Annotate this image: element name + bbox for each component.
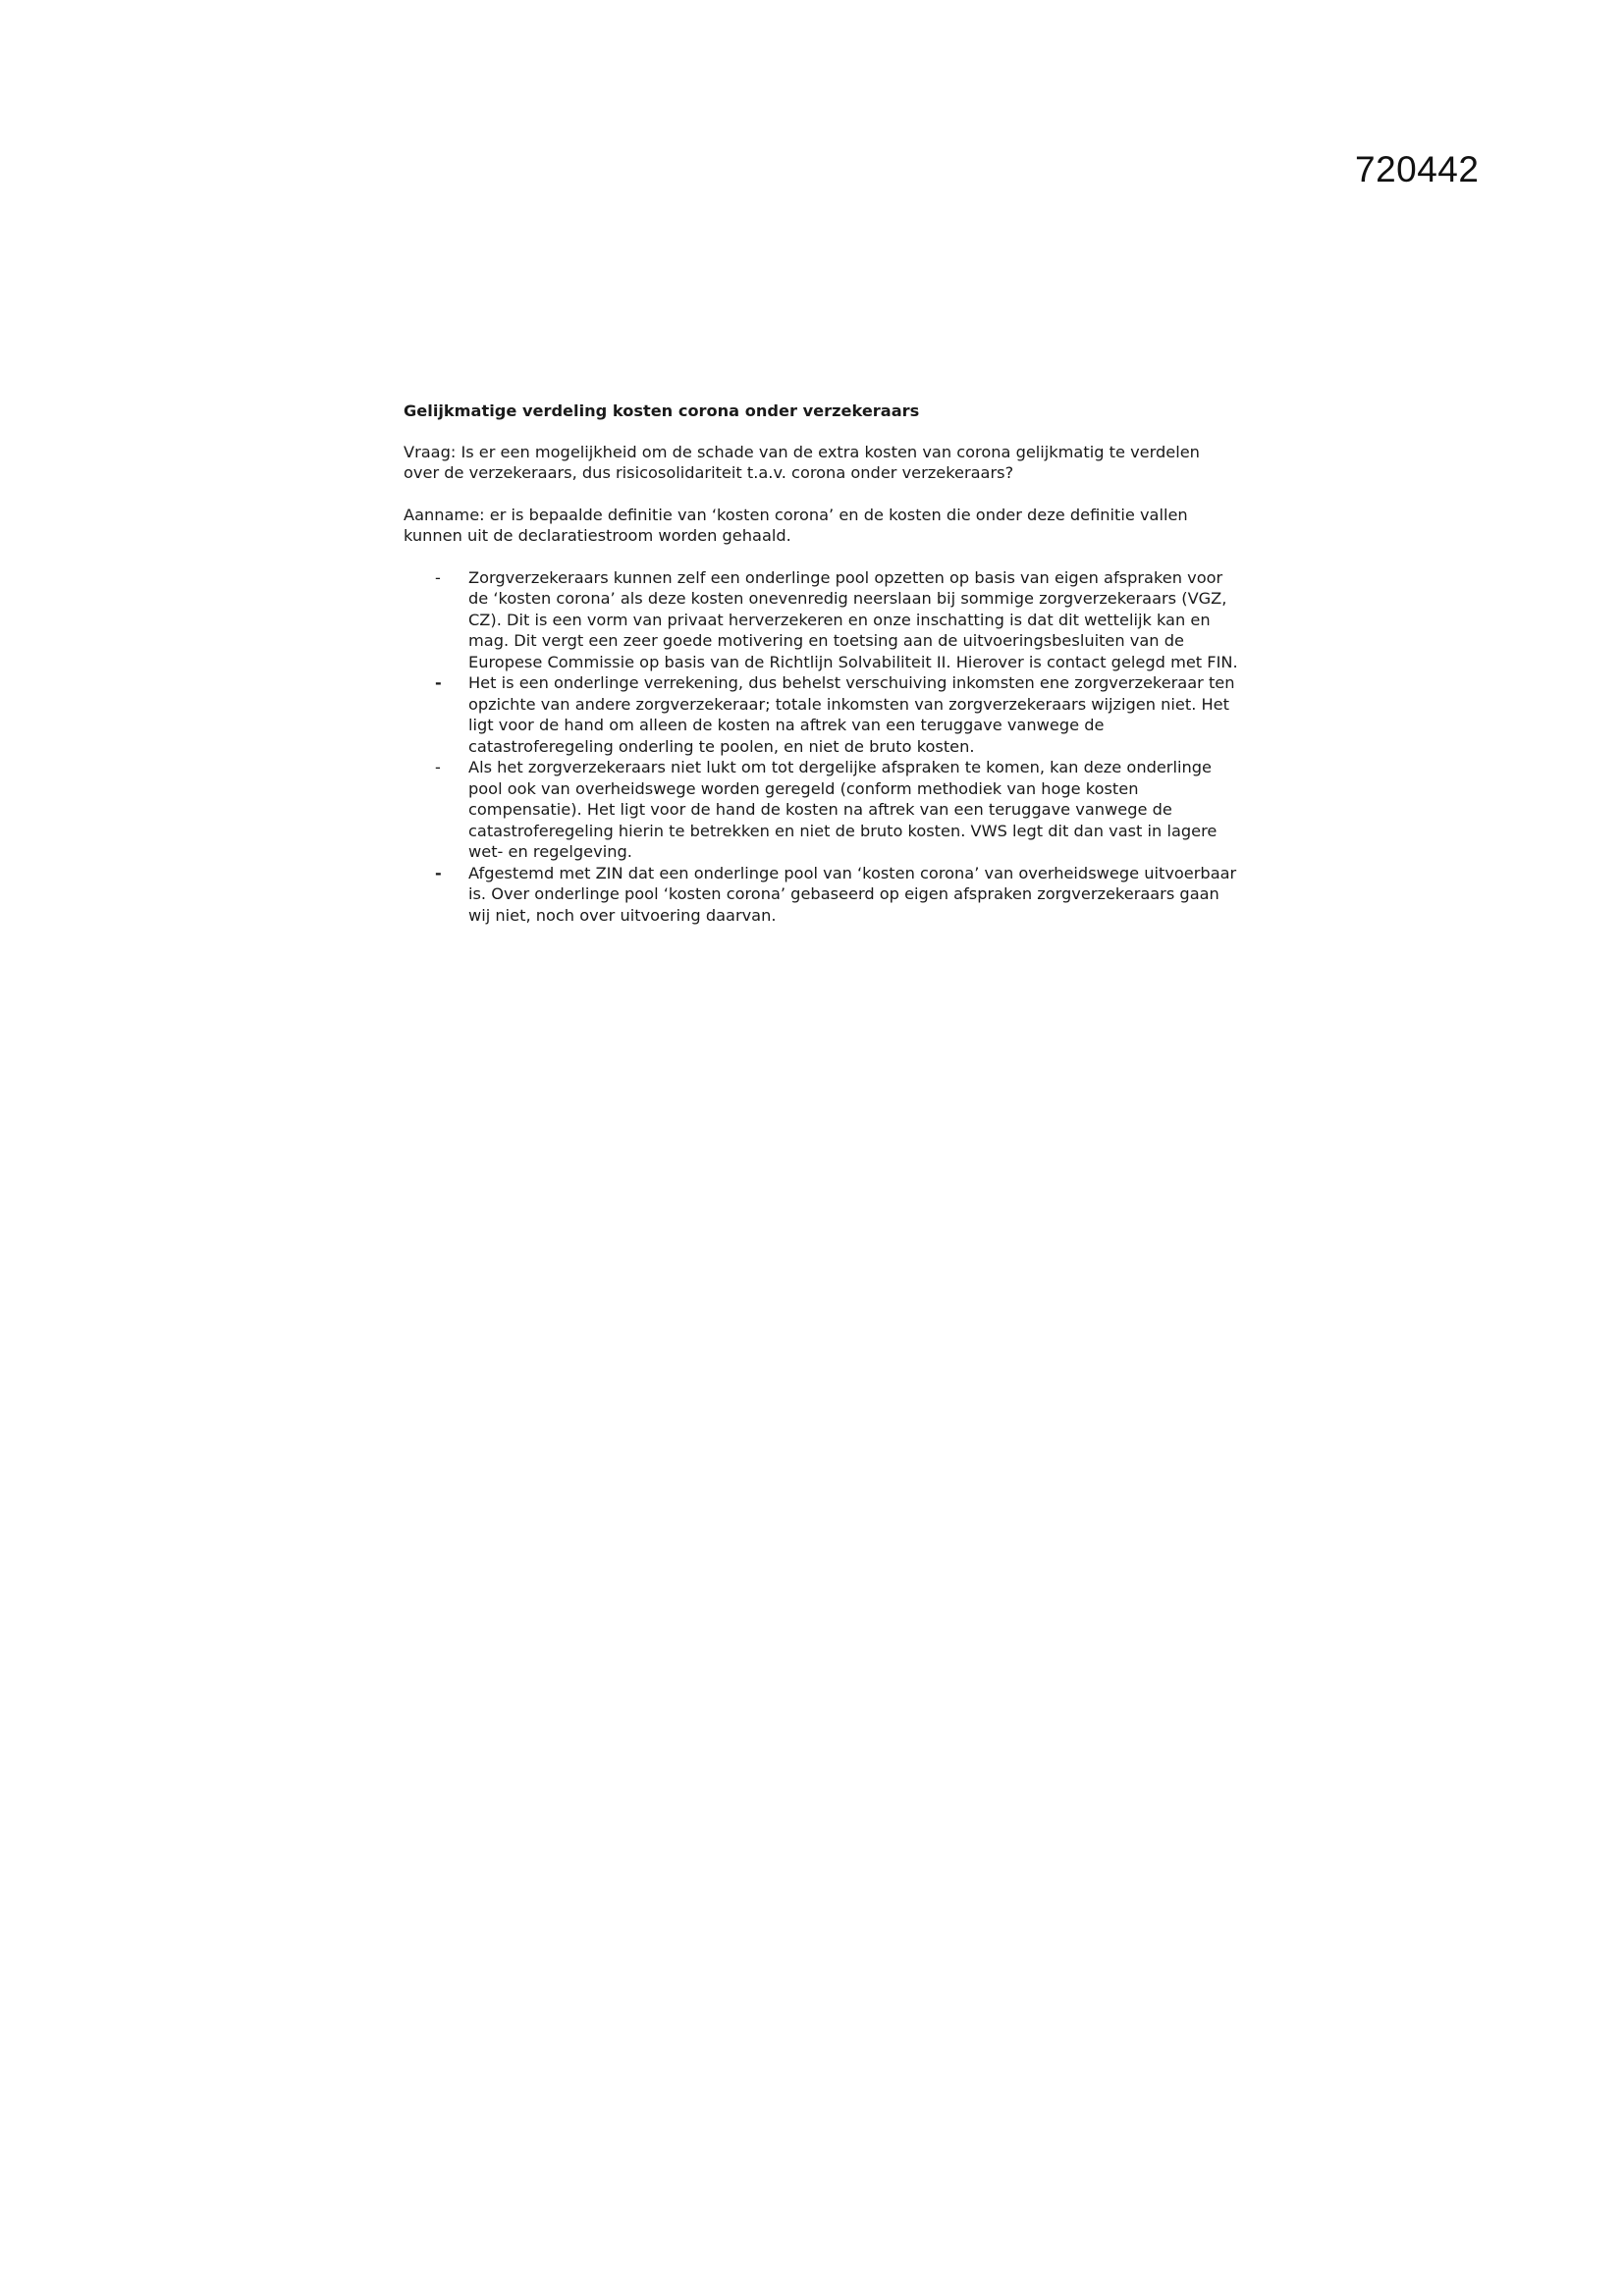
document-body [404, 400, 1238, 926]
bullet-dash: - [435, 567, 441, 587]
bullet-text: Zorgverzekeraars kunnen zelf een onderlinge pool opzetten op basis van eigen afspraken voor de ‘kosten corona’ als deze kosten onevenredig neerslaan bij sommige zorgverzekeraars (VGZ, CZ). Dit is een vorm van privaat herverzekeren en onze inschatting is dat dit wettelijk kan en mag. Dit vergt een zeer goede motivering en toetsing aan de uitvoeringsbesluiten van de Europese Commissie op basis van de Richtlijn Solvabiliteit II. Hierover is contact gelegd met FIN. [468, 567, 1238, 671]
list-item [404, 863, 1238, 927]
bullet-dash: - [435, 673, 442, 692]
bullet-list [404, 567, 1238, 927]
document-title: Gelijkmatige verdeling kosten corona onder verzekeraars [404, 401, 920, 420]
document-number: 720442 [1355, 149, 1480, 189]
list-item [404, 757, 1238, 863]
bullet-text: Het is een onderlinge verrekening, dus behelst verschuiving inkomsten ene zorgverzekeraar ten opzichte van andere zorgverzekeraar; totale inkomsten van zorgverzekeraars wijzigen niet. Het ligt voor de hand om alleen de kosten na aftrek van een teruggave vanwege de catastroferegeling onderling te poolen, en niet de bruto kosten. [468, 673, 1235, 756]
question-paragraph: Vraag: Is er een mogelijkheid om de schade van de extra kosten van corona gelijkmatig te verdelen over de verzekeraars, dus risicosolidariteit t.a.v. corona onder verzekeraars? [404, 442, 1200, 482]
list-item [404, 672, 1238, 757]
bullet-text: Afgestemd met ZIN dat een onderlinge pool van ‘kosten corona’ van overheidswege uitvoerbaar is. Over onderlinge pool ‘kosten corona’ gebaseerd op eigen afspraken zorgverzekeraars gaan wij niet, noch over uitvoering daarvan. [468, 863, 1237, 925]
bullet-dash: - [435, 863, 442, 882]
bullet-text: Als het zorgverzekeraars niet lukt om tot dergelijke afspraken te komen, kan deze onderlinge pool ook van overheidswege worden geregeld (conform methodiek van hoge kosten compensatie). Het ligt voor de hand de kosten na aftrek van een teruggave vanwege de catastroferegeling hierin te betrekken en niet de bruto kosten. VWS legt dit dan vast in lagere wet- en regelgeving. [468, 758, 1218, 861]
bullet-dash: - [435, 758, 441, 776]
assumption-paragraph: Aanname: er is bepaalde definitie van ‘kosten corona’ en de kosten die onder deze definitie vallen kunnen uit de declaratiestroom worden gehaald. [404, 505, 1188, 545]
list-item [404, 567, 1238, 673]
